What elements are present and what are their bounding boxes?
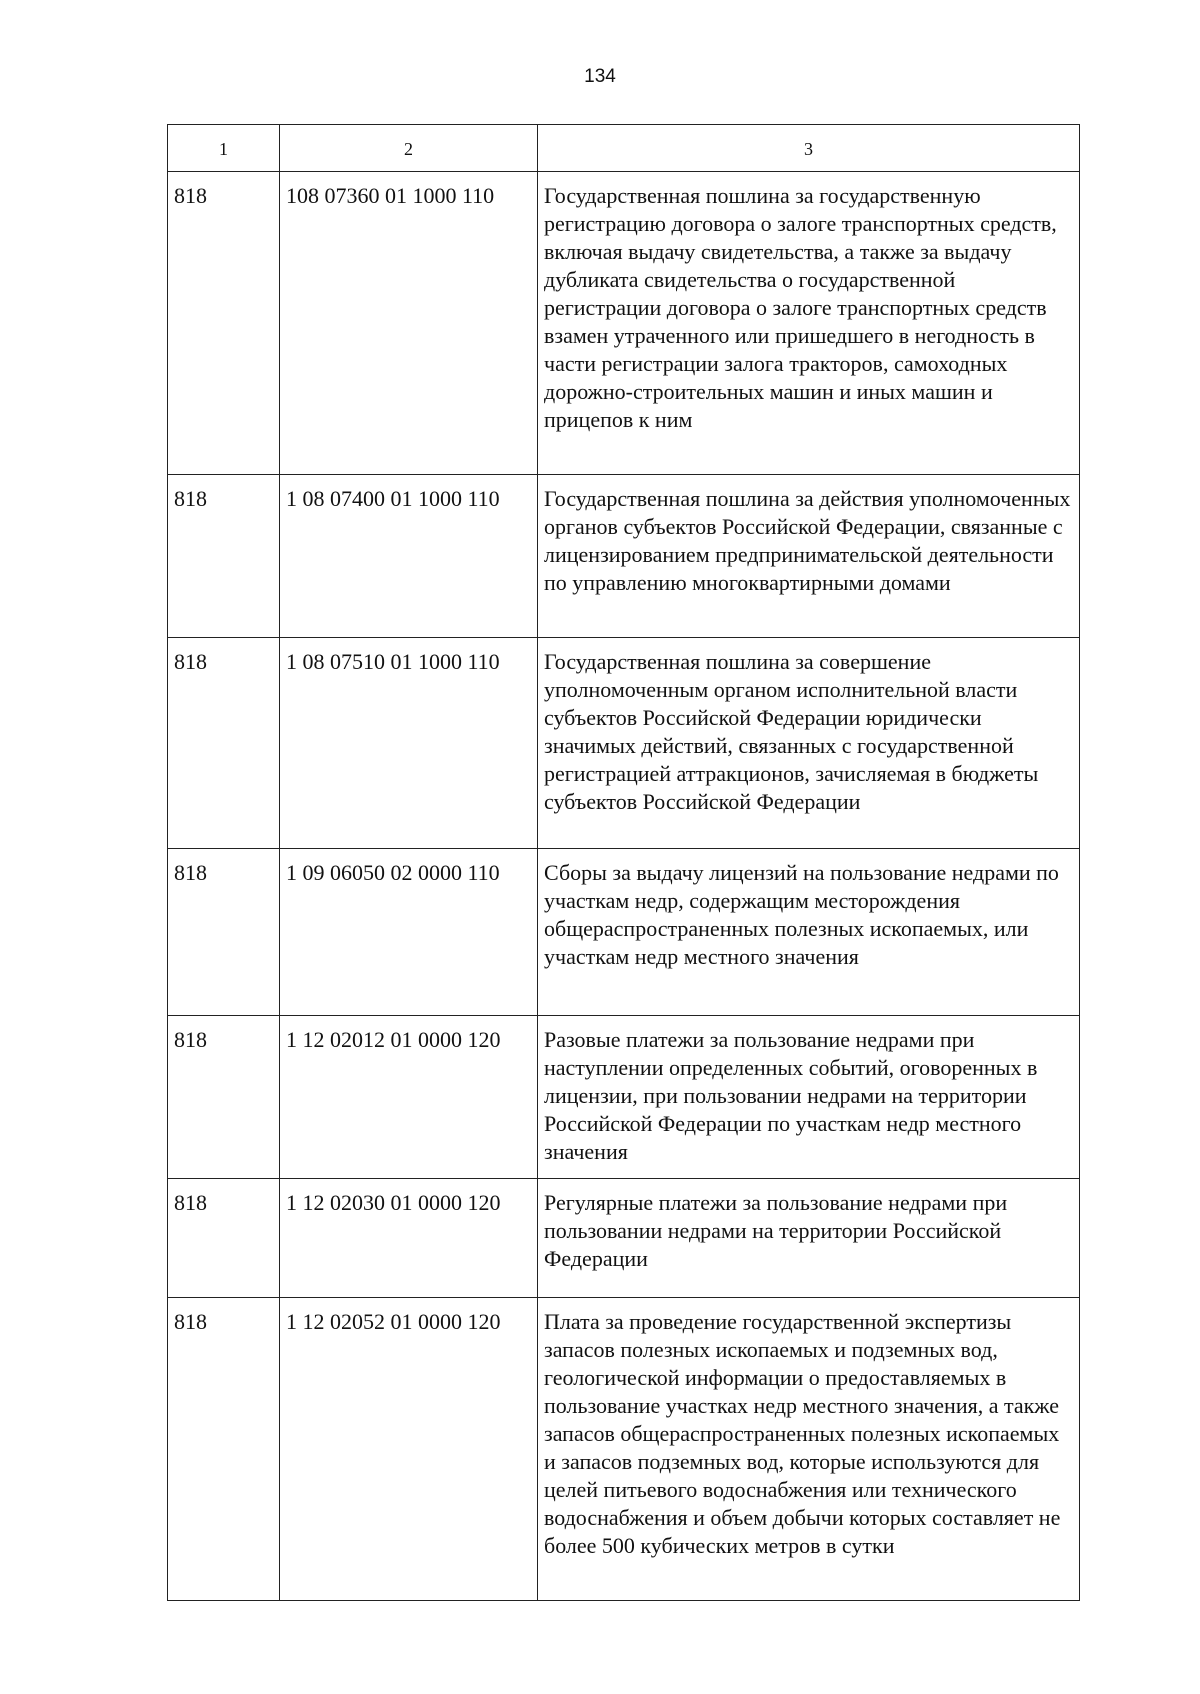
description-cell: Плата за проведение государственной экспертизы запасов полезных ископаемых и подземных вод, геологической информации о предоставляемых в пользование участках недр местного значения, а также запасов общераспространенных полезных ископаемых и запасов подземных вод, которые используются для целей питьевого водоснабжения или технического водоснабжения и объем добычи которых составляет не более 500 кубических метров в сутки [538,1298,1080,1601]
description-cell: Государственная пошлина за совершение уполномоченным органом исполнительной власти субъектов Российской Федерации юридически значимых действий, связанных с государственной регистрацией аттракционов, зачисляемая в бюджеты субъектов Российской Федерации [538,638,1080,849]
table-row [168,1179,1080,1298]
admin-code-cell: 818 [168,172,280,475]
table-row [168,172,1080,475]
kbk-code-cell: 1 09 06050 02 0000 110 [280,849,538,1016]
table-row [168,475,1080,638]
table-row [168,1016,1080,1179]
revenue-codes-table [167,124,1080,1601]
admin-code-cell: 818 [168,1016,280,1179]
kbk-code-cell: 1 12 02012 01 0000 120 [280,1016,538,1179]
admin-code-cell: 818 [168,1179,280,1298]
description-cell: Регулярные платежи за пользование недрами при пользовании недрами на территории Российской Федерации [538,1179,1080,1298]
table-row [168,638,1080,849]
kbk-code-cell: 1 12 02030 01 0000 120 [280,1179,538,1298]
table-row [168,1298,1080,1601]
table-row [168,849,1080,1016]
header-col-3: 3 [538,125,1080,172]
admin-code-cell: 818 [168,1298,280,1601]
kbk-code-cell: 1 12 02052 01 0000 120 [280,1298,538,1601]
table-header-row [168,125,1080,172]
page-number: 134 [584,66,616,87]
admin-code-cell: 818 [168,849,280,1016]
description-cell: Государственная пошлина за действия уполномоченных органов субъектов Российской Федерации, связанные с лицензированием предпринимательской деятельности по управлению многоквартирными домами [538,475,1080,638]
header-col-2: 2 [280,125,538,172]
description-cell: Разовые платежи за пользование недрами при наступлении определенных событий, оговоренных в лицензии, при пользовании недрами на территории Российской Федерации по участкам недр местного значения [538,1016,1080,1179]
admin-code-cell: 818 [168,638,280,849]
description-cell: Государственная пошлина за государственную регистрацию договора о залоге транспортных средств, включая выдачу свидетельства, а также за выдачу дубликата свидетельства о государственной регистрации договора о залоге транспортных средств взамен утраченного или пришедшего в негодность в части регистрации залога тракторов, самоходных дорожно-строительных машин и иных машин и прицепов к ним [538,172,1080,475]
kbk-code-cell: 1 08 07510 01 1000 110 [280,638,538,849]
admin-code-cell: 818 [168,475,280,638]
description-cell: Сборы за выдачу лицензий на пользование недрами по участкам недр, содержащим месторождения общераспространенных полезных ископаемых, или участкам недр местного значения [538,849,1080,1016]
kbk-code-cell: 108 07360 01 1000 110 [280,172,538,475]
kbk-code-cell: 1 08 07400 01 1000 110 [280,475,538,638]
header-col-1: 1 [168,125,280,172]
